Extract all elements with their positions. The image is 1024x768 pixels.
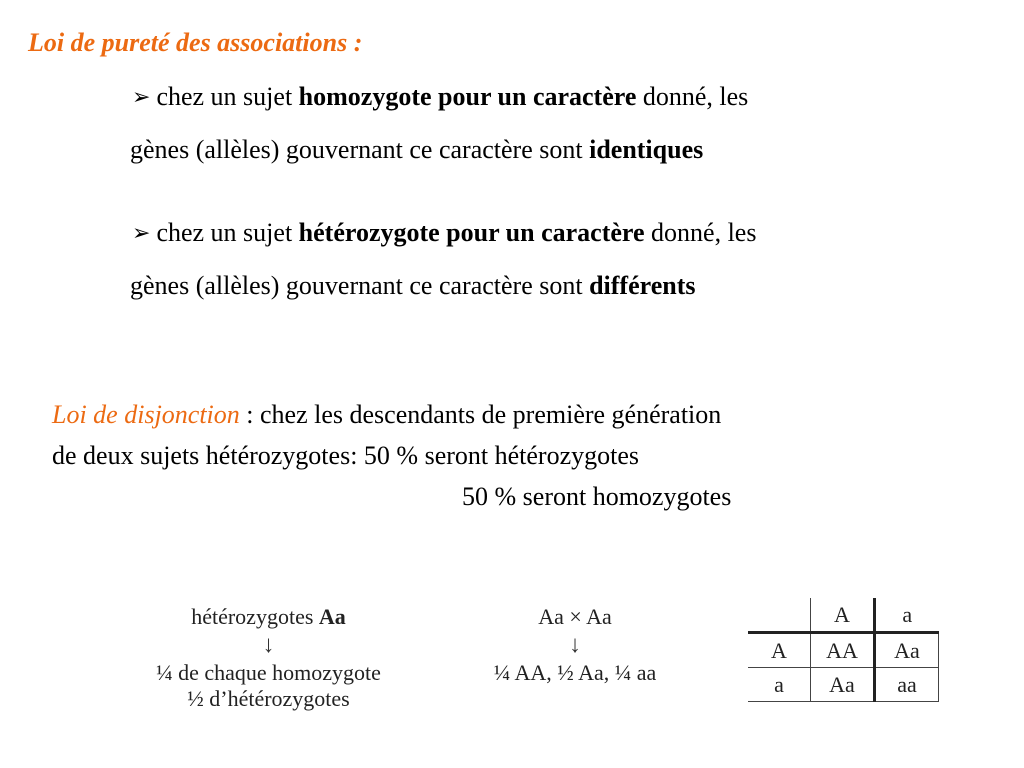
punnett-header-cell: a [875,598,939,633]
figure-left-line-2: ¼ de chaque homozygote [156,660,381,685]
punnett-cell: aa [875,668,939,702]
bullet-1-prefix: chez un sujet [156,82,299,111]
bullet-1-suffix: donné, les [636,82,749,111]
down-arrow-icon: ↓ [262,632,275,658]
down-arrow-icon: ↓ [569,632,581,658]
bullet-1-bold: homozygote pour un caractère [298,82,637,111]
punnett-row-label: a [748,668,811,702]
bullet-1-line-2 [130,135,703,165]
bullet-2-line-1 [132,218,756,248]
bullet-2-bold: hétérozygote pour un caractère [298,218,645,247]
figure-left-line-1 [116,604,421,630]
disjunction-law-title: Loi de disjonction [52,400,240,429]
bullet-arrow-icon: ➢ [132,220,151,245]
punnett-cell: AA [811,633,875,668]
figure-middle-line-1: Aa × Aa [538,604,612,629]
punnett-row-label: A [748,633,811,668]
bullet-2-line-2 [130,271,695,301]
bullet-1-line-1 [132,82,748,112]
figure-left [116,604,421,712]
figure-left-line1-text: hétérozygotes [191,604,319,629]
bullet-2-line2-text: gènes (allèles) gouvernant ce caractère sont [130,271,590,300]
punnett-row [748,668,939,702]
disjunction-line-1 [52,400,721,430]
bullet-arrow-icon: ➢ [132,84,151,109]
figure-middle [462,604,688,686]
figure-left-line1-bold: Aa [318,604,346,629]
punnett-square [748,598,939,702]
figure-left-line-3: ½ d’hétérozygotes [187,686,350,711]
bullet-2-prefix: chez un sujet [156,218,299,247]
punnett-corner [748,598,811,633]
punnett-header-cell: A [811,598,875,633]
bullet-1-line2-bold: identiques [589,135,704,164]
bullet-1-line2-text: gènes (allèles) gouvernant ce caractère sont [130,135,590,164]
punnett-cell: Aa [875,633,939,668]
disjunction-line1-rest: : chez les descendants de première génération [239,400,722,429]
bullet-2-suffix: donné, les [644,218,757,247]
disjunction-line-2: de deux sujets hétérozygotes: 50 % seront hétérozygotes [52,441,639,470]
punnett-header-row [748,598,939,633]
disjunction-line-3: 50 % seront homozygotes [462,482,732,511]
punnett-cell: Aa [811,668,875,702]
purity-law-title: Loi de pureté des associations : [28,28,363,57]
punnett-row [748,633,939,668]
figure-middle-line-2: ¼ AA, ½ Aa, ¼ aa [493,660,657,685]
bullet-2-line2-bold: différents [589,271,696,300]
